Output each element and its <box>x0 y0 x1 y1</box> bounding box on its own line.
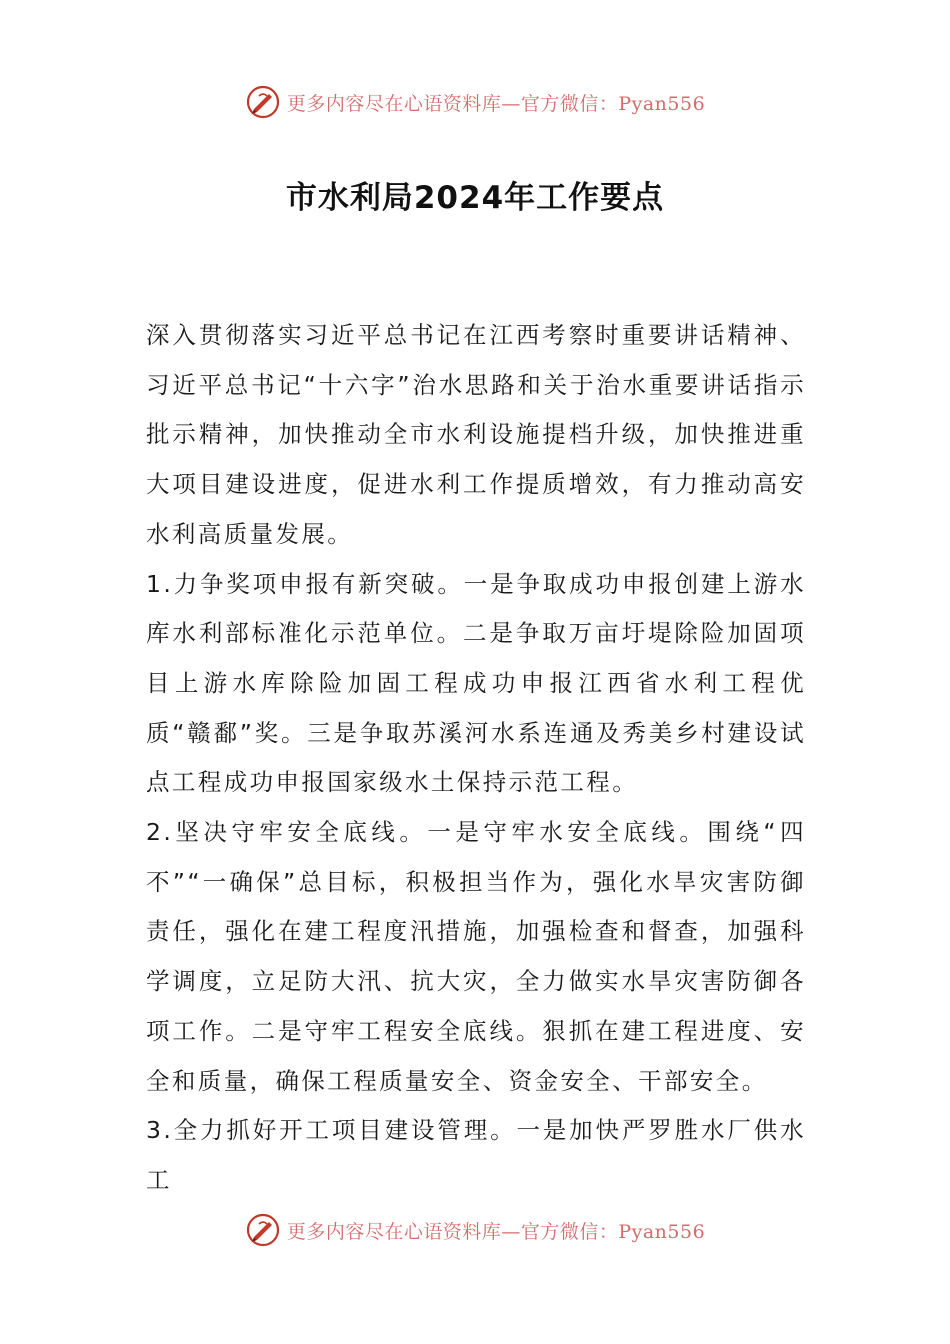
footer-watermark-banner <box>0 1212 950 1248</box>
pen-seal-icon <box>245 84 281 120</box>
pen-seal-icon <box>245 1212 281 1248</box>
document-body <box>146 311 806 1206</box>
document-title: 市水利局2024年工作要点 <box>285 180 665 216</box>
paragraph-item-1: 1.力争奖项申报有新突破。一是争取成功申报创建上游水库水利部标准化示范单位。二是争取万亩圩堤除险加固项目上游水库除险加固工程成功申报江西省水利工程优质“赣鄱”奖。三是争取苏溪河水系连通及秀美乡村建设试点工程成功申报国家级水土保持示范工程。 <box>146 569 806 797</box>
watermark-text: 更多内容尽在心语资料库—官方微信：Pyan556 <box>286 1220 706 1243</box>
paragraph-intro: 深入贯彻落实习近平总书记在江西考察时重要讲话精神、习近平总书记“十六字”治水思路和关于治水重要讲话指示批示精神，加快推动全市水利设施提档升级，加快推进重大项目建设进度，促进水利工作提质增效，有力推动高安水利高质量发展。 <box>146 321 806 548</box>
watermark-text: 更多内容尽在心语资料库—官方微信：Pyan556 <box>286 92 706 115</box>
paragraph-item-2: 2.坚决守牢安全底线。一是守牢水安全底线。围绕“四不”“一确保”总目标，积极担当作为，强化水旱灾害防御责任，强化在建工程度汛措施，加强检查和督查，加强科学调度，立足防大汛、抗大灾，全力做实水旱灾害防御各项工作。二是守牢工程安全底线。狠抓在建工程进度、安全和质量，确保工程质量安全、资金安全、干部安全。 <box>146 818 806 1095</box>
header-watermark-banner <box>0 84 950 120</box>
paragraph-item-3: 3.全力抓好开工项目建设管理。一是加快严罗胜水厂供水工 <box>146 1116 806 1194</box>
